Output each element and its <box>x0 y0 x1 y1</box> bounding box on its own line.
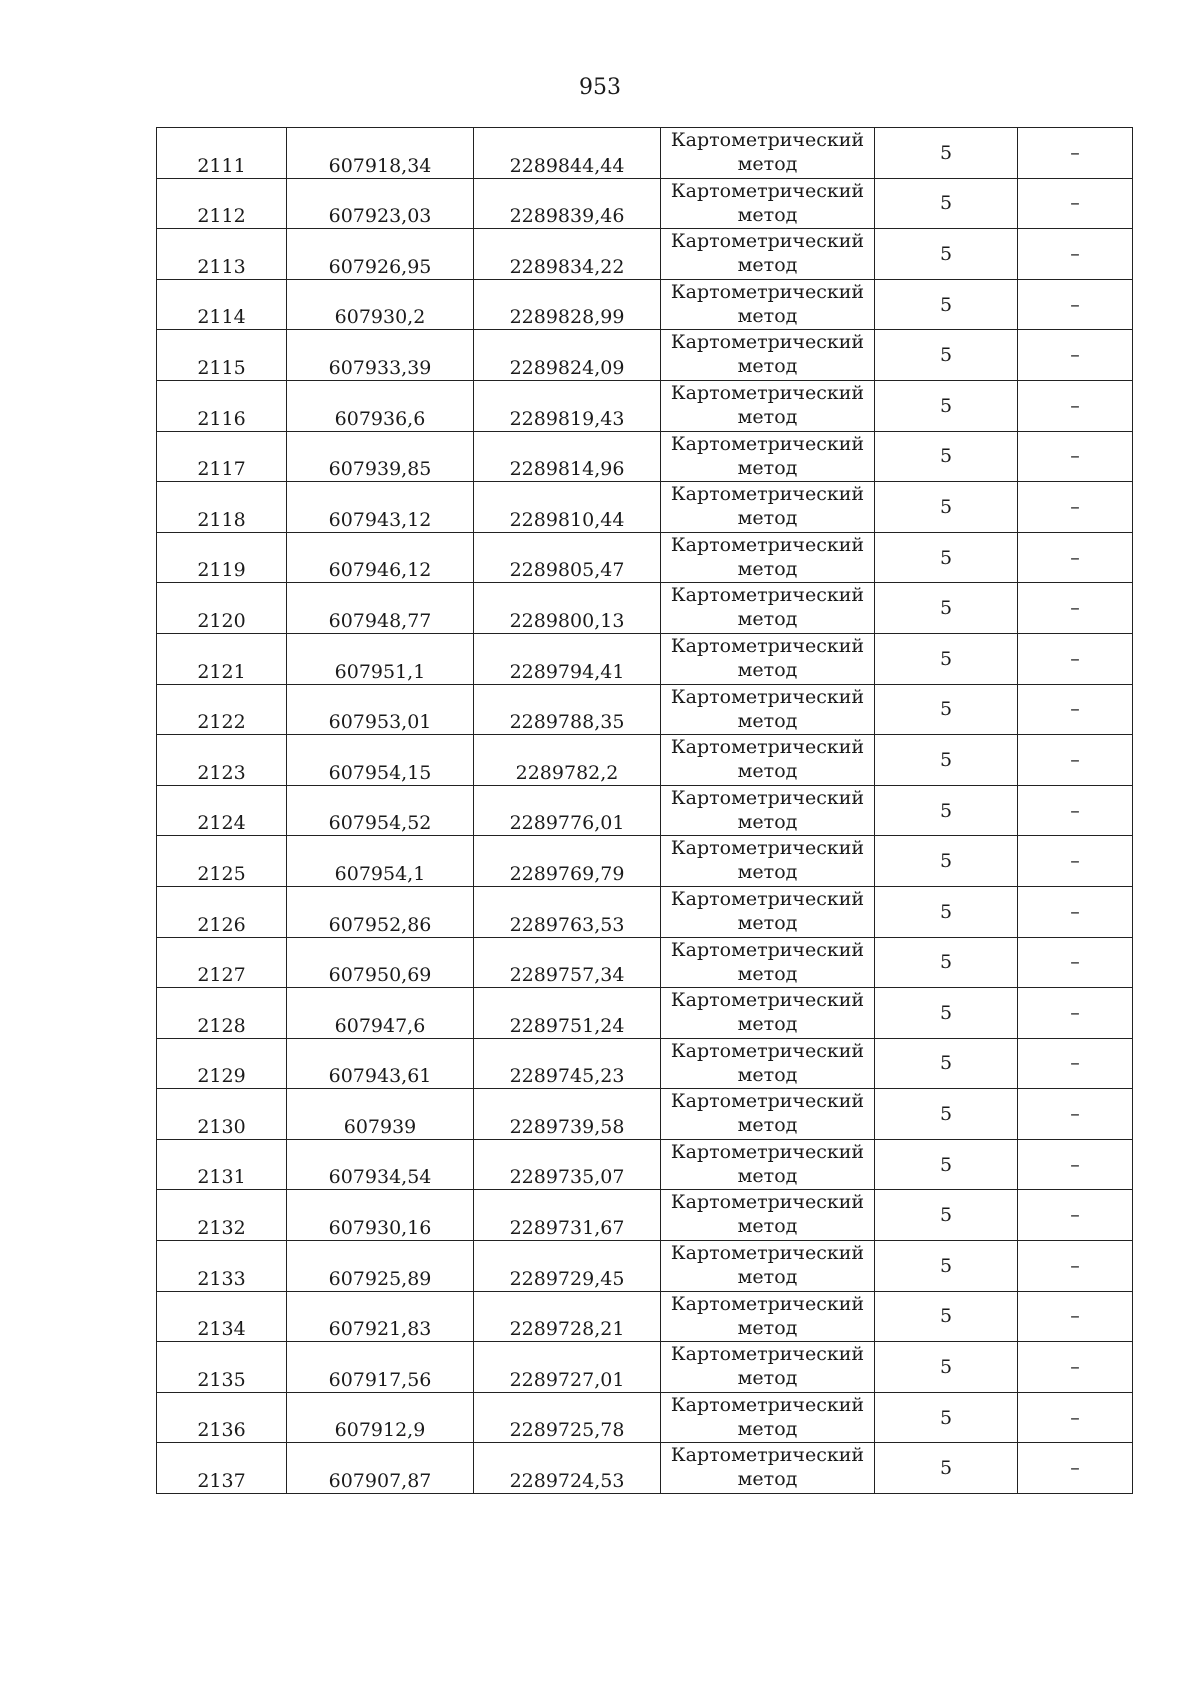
note-cell: – <box>1018 178 1133 229</box>
method-cell <box>661 988 875 1039</box>
y-coordinate-cell: 2289810,44 <box>474 482 661 533</box>
method-cell <box>661 886 875 937</box>
x-coordinate-cell: 607930,2 <box>287 279 474 330</box>
accuracy-cell: 5 <box>875 1291 1018 1342</box>
method-line-2: метод <box>737 355 798 378</box>
x-coordinate-cell: 607933,39 <box>287 330 474 381</box>
method-line-2: метод <box>737 1468 798 1491</box>
accuracy-cell: 5 <box>875 330 1018 381</box>
method-line-1: Картометрический <box>670 1090 865 1113</box>
y-coordinate-cell: 2289757,34 <box>474 937 661 988</box>
method-line-1: Картометрический <box>670 736 865 759</box>
method-line-1: Картометрический <box>670 634 865 657</box>
accuracy-cell: 5 <box>875 128 1018 179</box>
y-coordinate-cell: 2289828,99 <box>474 279 661 330</box>
table-row <box>157 1291 1133 1342</box>
y-coordinate-cell: 2289751,24 <box>474 988 661 1039</box>
point-number-cell: 2114 <box>157 279 287 330</box>
method-line-1: Картометрический <box>670 533 865 556</box>
method-line-1: Картометрический <box>670 685 865 708</box>
y-coordinate-cell: 2289834,22 <box>474 229 661 280</box>
y-coordinate-cell: 2289839,46 <box>474 178 661 229</box>
method-cell <box>661 583 875 634</box>
note-cell: – <box>1018 836 1133 887</box>
method-cell <box>661 785 875 836</box>
x-coordinate-cell: 607954,1 <box>287 836 474 887</box>
x-coordinate-cell: 607912,9 <box>287 1392 474 1443</box>
point-number-cell: 2123 <box>157 735 287 786</box>
x-coordinate-cell: 607926,95 <box>287 229 474 280</box>
point-number-cell: 2124 <box>157 785 287 836</box>
accuracy-cell: 5 <box>875 583 1018 634</box>
accuracy-cell: 5 <box>875 684 1018 735</box>
x-coordinate-cell: 607946,12 <box>287 532 474 583</box>
point-number-cell: 2111 <box>157 128 287 179</box>
method-line-1: Картометрический <box>670 1242 865 1265</box>
x-coordinate-cell: 607917,56 <box>287 1342 474 1393</box>
method-line-2: метод <box>737 456 798 479</box>
x-coordinate-cell: 607939,85 <box>287 431 474 482</box>
method-cell <box>661 178 875 229</box>
method-line-2: метод <box>737 1367 798 1390</box>
method-cell <box>661 1089 875 1140</box>
accuracy-cell: 5 <box>875 785 1018 836</box>
note-cell: – <box>1018 1443 1133 1494</box>
method-line-1: Картометрический <box>670 280 865 303</box>
method-line-1: Картометрический <box>670 1140 865 1163</box>
method-cell <box>661 1038 875 1089</box>
note-cell: – <box>1018 1241 1133 1292</box>
method-line-1: Картометрический <box>670 129 865 151</box>
method-line-2: метод <box>737 304 798 327</box>
x-coordinate-cell: 607943,61 <box>287 1038 474 1089</box>
method-line-1: Картометрический <box>670 179 865 202</box>
x-coordinate-cell: 607951,1 <box>287 633 474 684</box>
method-cell <box>661 1342 875 1393</box>
point-number-cell: 2115 <box>157 330 287 381</box>
accuracy-cell: 5 <box>875 178 1018 229</box>
method-line-2: метод <box>737 1013 798 1036</box>
method-cell <box>661 684 875 735</box>
y-coordinate-cell: 2289769,79 <box>474 836 661 887</box>
method-line-1: Картометрический <box>670 483 865 506</box>
x-coordinate-cell: 607907,87 <box>287 1443 474 1494</box>
table-row <box>157 836 1133 887</box>
method-line-2: метод <box>737 153 798 175</box>
note-cell: – <box>1018 684 1133 735</box>
accuracy-cell: 5 <box>875 532 1018 583</box>
method-cell <box>661 380 875 431</box>
y-coordinate-cell: 2289824,09 <box>474 330 661 381</box>
point-number-cell: 2118 <box>157 482 287 533</box>
accuracy-cell: 5 <box>875 1342 1018 1393</box>
point-number-cell: 2130 <box>157 1089 287 1140</box>
note-cell: – <box>1018 886 1133 937</box>
y-coordinate-cell: 2289731,67 <box>474 1190 661 1241</box>
method-cell <box>661 1139 875 1190</box>
accuracy-cell: 5 <box>875 937 1018 988</box>
method-line-2: метод <box>737 658 798 681</box>
note-cell: – <box>1018 128 1133 179</box>
note-cell: – <box>1018 1038 1133 1089</box>
x-coordinate-cell: 607930,16 <box>287 1190 474 1241</box>
x-coordinate-cell: 607952,86 <box>287 886 474 937</box>
method-cell <box>661 482 875 533</box>
coordinates-table <box>156 127 1133 1494</box>
y-coordinate-cell: 2289724,53 <box>474 1443 661 1494</box>
accuracy-cell: 5 <box>875 1443 1018 1494</box>
method-cell <box>661 431 875 482</box>
method-cell <box>661 836 875 887</box>
accuracy-cell: 5 <box>875 431 1018 482</box>
accuracy-cell: 5 <box>875 988 1018 1039</box>
page-number: 953 <box>579 75 621 100</box>
table-row <box>157 1241 1133 1292</box>
table-row <box>157 735 1133 786</box>
accuracy-cell: 5 <box>875 279 1018 330</box>
accuracy-cell: 5 <box>875 380 1018 431</box>
point-number-cell: 2129 <box>157 1038 287 1089</box>
method-line-1: Картометрический <box>670 837 865 860</box>
method-line-2: метод <box>737 810 798 833</box>
note-cell: – <box>1018 785 1133 836</box>
table-row <box>157 128 1133 179</box>
y-coordinate-cell: 2289727,01 <box>474 1342 661 1393</box>
method-line-2: метод <box>737 709 798 732</box>
accuracy-cell: 5 <box>875 229 1018 280</box>
table-row <box>157 279 1133 330</box>
method-line-1: Картометрический <box>670 584 865 607</box>
y-coordinate-cell: 2289735,07 <box>474 1139 661 1190</box>
note-cell: – <box>1018 330 1133 381</box>
method-line-2: метод <box>737 962 798 985</box>
point-number-cell: 2131 <box>157 1139 287 1190</box>
accuracy-cell: 5 <box>875 1392 1018 1443</box>
table-row <box>157 684 1133 735</box>
method-cell <box>661 330 875 381</box>
method-line-1: Картометрический <box>670 989 865 1012</box>
note-cell: – <box>1018 482 1133 533</box>
point-number-cell: 2122 <box>157 684 287 735</box>
table-row <box>157 937 1133 988</box>
table-row <box>157 1139 1133 1190</box>
method-line-1: Картометрический <box>670 887 865 910</box>
note-cell: – <box>1018 937 1133 988</box>
table-body <box>157 128 1133 1494</box>
table-row <box>157 1190 1133 1241</box>
method-cell <box>661 1443 875 1494</box>
point-number-cell: 2125 <box>157 836 287 887</box>
method-line-1: Картометрический <box>670 1343 865 1366</box>
method-cell <box>661 229 875 280</box>
accuracy-cell: 5 <box>875 1139 1018 1190</box>
method-line-2: метод <box>737 911 798 934</box>
point-number-cell: 2127 <box>157 937 287 988</box>
y-coordinate-cell: 2289739,58 <box>474 1089 661 1140</box>
accuracy-cell: 5 <box>875 1190 1018 1241</box>
point-number-cell: 2137 <box>157 1443 287 1494</box>
point-number-cell: 2126 <box>157 886 287 937</box>
y-coordinate-cell: 2289814,96 <box>474 431 661 482</box>
note-cell: – <box>1018 532 1133 583</box>
y-coordinate-cell: 2289788,35 <box>474 684 661 735</box>
method-line-1: Картометрический <box>670 1292 865 1315</box>
x-coordinate-cell: 607950,69 <box>287 937 474 988</box>
note-cell: – <box>1018 1139 1133 1190</box>
y-coordinate-cell: 2289763,53 <box>474 886 661 937</box>
accuracy-cell: 5 <box>875 886 1018 937</box>
point-number-cell: 2132 <box>157 1190 287 1241</box>
table-row <box>157 988 1133 1039</box>
table-row <box>157 1038 1133 1089</box>
method-line-2: метод <box>737 1266 798 1289</box>
method-line-2: метод <box>737 861 798 884</box>
note-cell: – <box>1018 229 1133 280</box>
x-coordinate-cell: 607947,6 <box>287 988 474 1039</box>
method-cell <box>661 1190 875 1241</box>
accuracy-cell: 5 <box>875 735 1018 786</box>
y-coordinate-cell: 2289844,44 <box>474 128 661 179</box>
method-line-2: метод <box>737 557 798 580</box>
accuracy-cell: 5 <box>875 1038 1018 1089</box>
method-line-2: метод <box>737 1316 798 1339</box>
method-line-1: Картометрический <box>670 938 865 961</box>
method-cell <box>661 735 875 786</box>
method-line-1: Картометрический <box>670 1191 865 1214</box>
accuracy-cell: 5 <box>875 1241 1018 1292</box>
method-line-2: метод <box>737 254 798 277</box>
x-coordinate-cell: 607923,03 <box>287 178 474 229</box>
x-coordinate-cell: 607948,77 <box>287 583 474 634</box>
y-coordinate-cell: 2289725,78 <box>474 1392 661 1443</box>
point-number-cell: 2120 <box>157 583 287 634</box>
note-cell: – <box>1018 988 1133 1039</box>
method-cell <box>661 633 875 684</box>
method-line-1: Картометрический <box>670 381 865 404</box>
method-cell <box>661 937 875 988</box>
method-cell <box>661 532 875 583</box>
x-coordinate-cell: 607925,89 <box>287 1241 474 1292</box>
y-coordinate-cell: 2289794,41 <box>474 633 661 684</box>
method-line-2: метод <box>737 608 798 631</box>
method-line-2: метод <box>737 507 798 530</box>
method-cell <box>661 1392 875 1443</box>
method-line-2: метод <box>737 203 798 226</box>
point-number-cell: 2113 <box>157 229 287 280</box>
table-row <box>157 1089 1133 1140</box>
point-number-cell: 2112 <box>157 178 287 229</box>
note-cell: – <box>1018 1392 1133 1443</box>
table-row <box>157 178 1133 229</box>
method-line-1: Картометрический <box>670 230 865 253</box>
note-cell: – <box>1018 431 1133 482</box>
method-line-2: метод <box>737 1417 798 1440</box>
table-row <box>157 532 1133 583</box>
method-line-2: метод <box>737 1215 798 1238</box>
note-cell: – <box>1018 1342 1133 1393</box>
note-cell: – <box>1018 1291 1133 1342</box>
table-row <box>157 330 1133 381</box>
method-line-1: Картометрический <box>670 432 865 455</box>
method-cell <box>661 279 875 330</box>
point-number-cell: 2134 <box>157 1291 287 1342</box>
table-row <box>157 633 1133 684</box>
accuracy-cell: 5 <box>875 1089 1018 1140</box>
x-coordinate-cell: 607934,54 <box>287 1139 474 1190</box>
point-number-cell: 2128 <box>157 988 287 1039</box>
point-number-cell: 2121 <box>157 633 287 684</box>
point-number-cell: 2119 <box>157 532 287 583</box>
note-cell: – <box>1018 1190 1133 1241</box>
method-line-2: метод <box>737 405 798 428</box>
note-cell: – <box>1018 380 1133 431</box>
method-line-2: метод <box>737 760 798 783</box>
note-cell: – <box>1018 735 1133 786</box>
point-number-cell: 2117 <box>157 431 287 482</box>
y-coordinate-cell: 2289805,47 <box>474 532 661 583</box>
method-line-2: метод <box>737 1063 798 1086</box>
x-coordinate-cell: 607954,52 <box>287 785 474 836</box>
y-coordinate-cell: 2289729,45 <box>474 1241 661 1292</box>
note-cell: – <box>1018 633 1133 684</box>
y-coordinate-cell: 2289782,2 <box>474 735 661 786</box>
point-number-cell: 2133 <box>157 1241 287 1292</box>
table-row <box>157 380 1133 431</box>
x-coordinate-cell: 607936,6 <box>287 380 474 431</box>
y-coordinate-cell: 2289745,23 <box>474 1038 661 1089</box>
note-cell: – <box>1018 583 1133 634</box>
method-cell <box>661 1241 875 1292</box>
accuracy-cell: 5 <box>875 482 1018 533</box>
method-line-1: Картометрический <box>670 1393 865 1416</box>
table-row <box>157 1392 1133 1443</box>
y-coordinate-cell: 2289728,21 <box>474 1291 661 1342</box>
table-row <box>157 886 1133 937</box>
x-coordinate-cell: 607918,34 <box>287 128 474 179</box>
point-number-cell: 2116 <box>157 380 287 431</box>
table-row <box>157 583 1133 634</box>
y-coordinate-cell: 2289819,43 <box>474 380 661 431</box>
method-cell <box>661 1291 875 1342</box>
x-coordinate-cell: 607921,83 <box>287 1291 474 1342</box>
note-cell: – <box>1018 279 1133 330</box>
method-line-1: Картометрический <box>670 331 865 354</box>
method-cell <box>661 128 875 179</box>
method-line-1: Картометрический <box>670 1039 865 1062</box>
table-row <box>157 482 1133 533</box>
x-coordinate-cell: 607954,15 <box>287 735 474 786</box>
table-row <box>157 431 1133 482</box>
point-number-cell: 2135 <box>157 1342 287 1393</box>
table-row <box>157 229 1133 280</box>
x-coordinate-cell: 607939 <box>287 1089 474 1140</box>
y-coordinate-cell: 2289800,13 <box>474 583 661 634</box>
x-coordinate-cell: 607943,12 <box>287 482 474 533</box>
table-row <box>157 1443 1133 1494</box>
method-line-1: Картометрический <box>670 1444 865 1467</box>
note-cell: – <box>1018 1089 1133 1140</box>
point-number-cell: 2136 <box>157 1392 287 1443</box>
method-line-2: метод <box>737 1114 798 1137</box>
y-coordinate-cell: 2289776,01 <box>474 785 661 836</box>
accuracy-cell: 5 <box>875 633 1018 684</box>
table-row <box>157 1342 1133 1393</box>
method-line-1: Картометрический <box>670 786 865 809</box>
x-coordinate-cell: 607953,01 <box>287 684 474 735</box>
method-line-2: метод <box>737 1164 798 1187</box>
table-row <box>157 785 1133 836</box>
accuracy-cell: 5 <box>875 836 1018 887</box>
